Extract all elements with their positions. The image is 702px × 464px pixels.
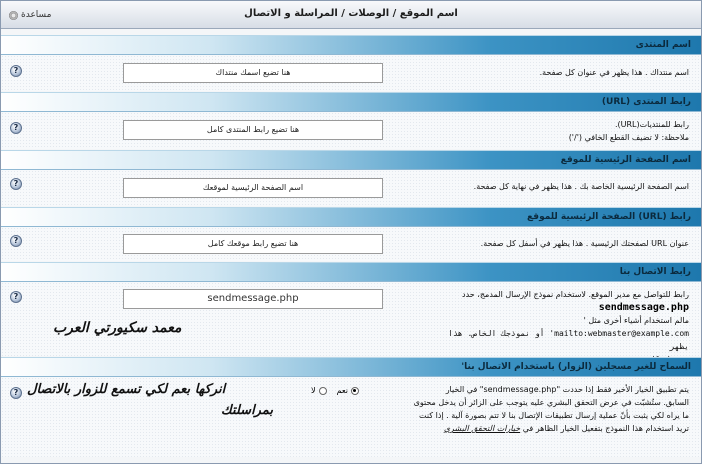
contact-url-input[interactable]: sendmessage.php bbox=[123, 289, 383, 309]
help-question-icon[interactable]: ? bbox=[10, 235, 22, 247]
setting-row-contact-link bbox=[1, 282, 701, 356]
setting-description: اسم الصفحة الرئيسية الخاصة بك . هذا يظهر في نهاية كل صفحة. bbox=[473, 182, 689, 191]
help-link[interactable] bbox=[9, 10, 51, 20]
description-line: تريد استخدام هذا النموذج بتفعيل الخيار الظاهر في bbox=[522, 424, 689, 433]
radio-yes-label: نعم bbox=[336, 386, 348, 395]
handwritten-annotation-continued: بمراسلتك bbox=[221, 403, 273, 418]
setting-description bbox=[444, 118, 689, 144]
forum-name-input[interactable]: هنا تضيع اسمك منتداك bbox=[123, 63, 383, 83]
description-bold-value: sendmessage.php bbox=[598, 302, 689, 313]
description-line: السابق. ستُشبّت في عرض التحقق البشري عليه يتوجب على الزائر أن يدخل محتوى bbox=[413, 398, 689, 407]
help-label: مساعدة bbox=[21, 10, 52, 20]
handwritten-annotation: انركها بعم لكي تسمع للزوار بالاتصال bbox=[27, 382, 226, 397]
gear-icon bbox=[9, 11, 18, 20]
section-title: اسم الصفحة الرئيسية للموقع bbox=[560, 155, 691, 165]
homepage-url-input[interactable]: هنا تضيع رابط موقعك كامل bbox=[123, 234, 383, 254]
section-header-forum-name bbox=[1, 35, 701, 55]
homepage-name-input[interactable]: اسم الصفحة الرئيسية لموقعك bbox=[123, 178, 383, 198]
help-question-icon[interactable]: ? bbox=[10, 122, 22, 134]
forum-url-input[interactable]: هنا تضيع رابط المنتدى كامل bbox=[123, 120, 383, 140]
page-title: اسم الموقع / الوصلات / المراسلة و الاتصال bbox=[244, 8, 458, 19]
description-line: رابط للمنتديات(URL). bbox=[614, 120, 689, 129]
section-header-homepage-url bbox=[1, 207, 701, 227]
description-line: مالم استخدام أشياء أخرى مثل ' bbox=[583, 316, 689, 325]
panel-header bbox=[1, 1, 701, 29]
section-title: اسم المنتدى bbox=[635, 40, 691, 50]
section-title: رابط المنتدى (URL) bbox=[601, 97, 691, 107]
description-line: mailto:webmaster@example.com' أو نموذجك الخاص. هذا يظهر bbox=[448, 329, 689, 351]
radio-no[interactable] bbox=[319, 387, 327, 395]
setting-row-homepage-name bbox=[1, 170, 701, 206]
section-title: رابط الاتصال بنا bbox=[619, 267, 691, 277]
setting-description: عنوان URL لصفحتك الرئيسية . هذا يظهر في أسفل كل صفحة. bbox=[480, 239, 689, 248]
section-title: السماح للغير مسجلين (الزوار) باستخدام الاتصال بنا' bbox=[461, 362, 691, 372]
setting-description bbox=[389, 383, 689, 435]
setting-row-forum-name bbox=[1, 55, 701, 91]
radio-yes-option[interactable] bbox=[337, 386, 359, 395]
handwritten-annotation: معمد سكيورتي العرب bbox=[53, 320, 182, 336]
radio-no-option[interactable] bbox=[311, 386, 327, 395]
section-header-forum-url bbox=[1, 92, 701, 112]
help-question-icon[interactable]: ? bbox=[10, 178, 22, 190]
setting-description bbox=[429, 288, 689, 366]
guest-contact-radio-group bbox=[311, 386, 359, 395]
setting-row-guest-contact bbox=[1, 377, 701, 457]
setting-description: اسم منتداك . هذا يظهر في عنوان كل صفحة. bbox=[539, 68, 689, 77]
radio-yes[interactable] bbox=[351, 387, 359, 395]
help-question-icon[interactable]: ? bbox=[10, 291, 22, 303]
description-note: ملاحظة: لا تضيف القطع الخافي ('/') bbox=[568, 133, 689, 142]
help-question-icon[interactable]: ? bbox=[10, 387, 22, 399]
human-verification-link[interactable]: خيارات التحقق البشري bbox=[443, 424, 521, 433]
section-header-homepage-name bbox=[1, 150, 701, 170]
help-question-icon[interactable]: ? bbox=[10, 65, 22, 77]
section-header-contact-link bbox=[1, 262, 701, 282]
section-title: رابط (URL) الصفحة الرئيسية للموقع bbox=[527, 212, 691, 222]
setting-row-homepage-url bbox=[1, 227, 701, 261]
description-line: يتم تطبيق الخيار الأخير فقط إذا حددت "sendmessage.php" في الخيار bbox=[445, 385, 689, 394]
description-line: ما يراه لكي يثبت بأنّ عملية إرسال تطبيقات الإتصال بنا لا تتم بصورة آلية . إذا كنت bbox=[418, 411, 689, 420]
description-line: رابط للتواصل مع مدير الموقع. لاستخدام نموذج الإرسال المدمج، حدد bbox=[462, 290, 689, 299]
section-header-guest-contact bbox=[1, 357, 701, 377]
radio-no-label: لا bbox=[311, 386, 316, 395]
setting-row-forum-url bbox=[1, 112, 701, 149]
